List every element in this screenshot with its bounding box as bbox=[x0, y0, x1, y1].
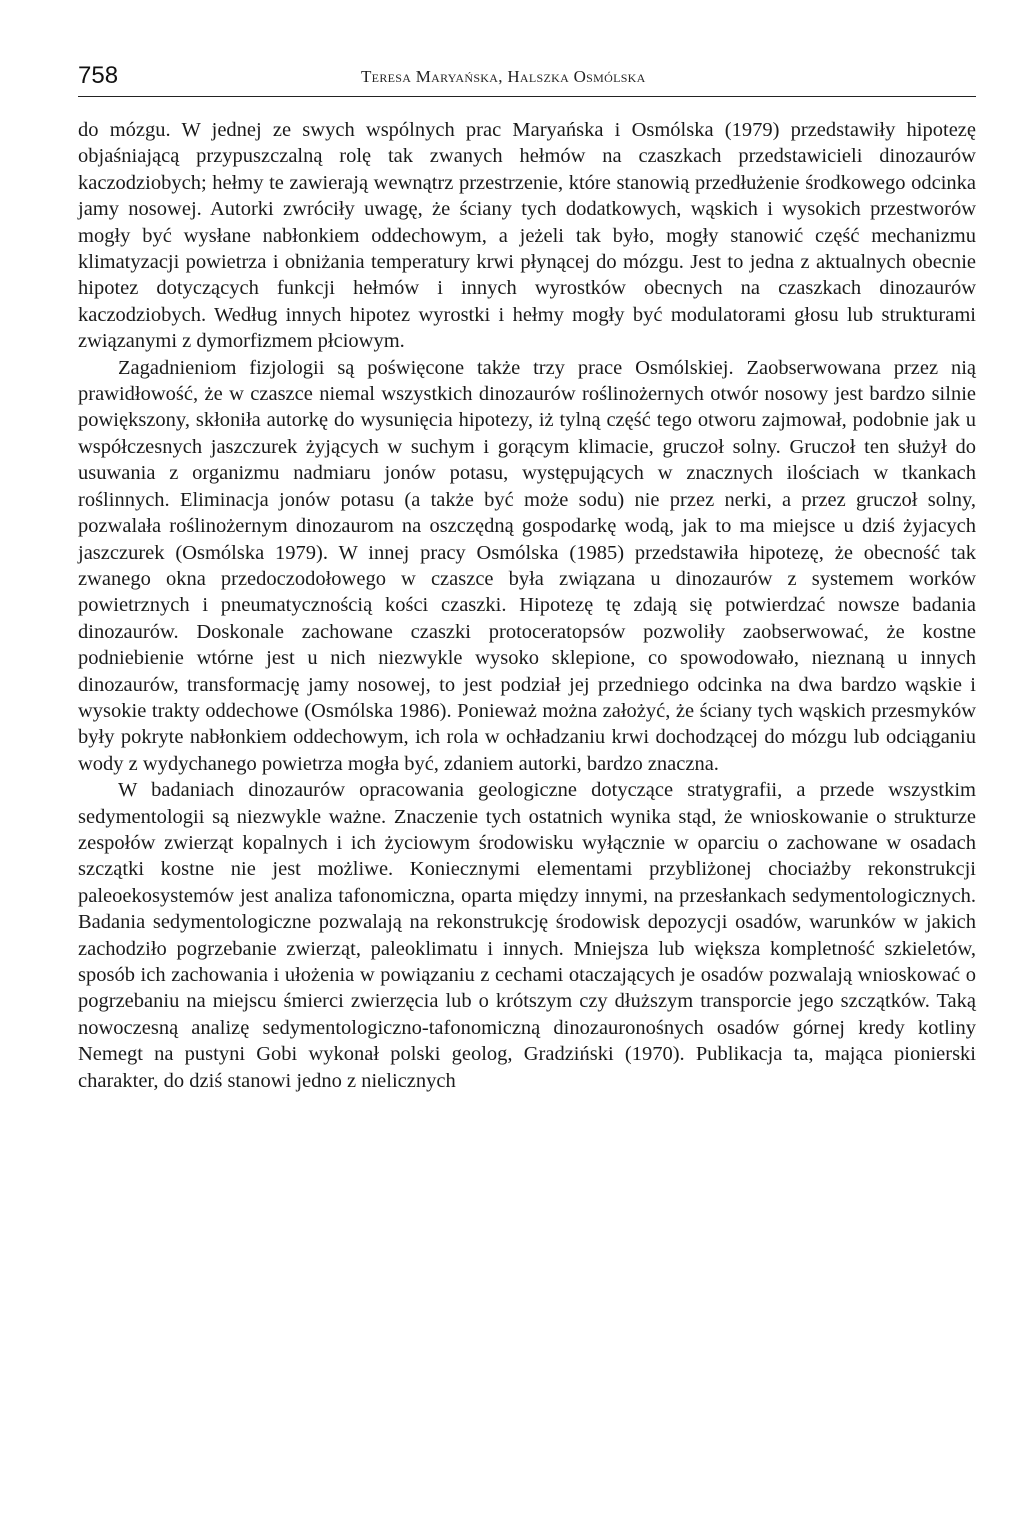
running-head: Teresa Maryańska, Halszka Osmólska bbox=[361, 67, 646, 86]
body-text bbox=[78, 117, 976, 1094]
paragraph: Zagadnieniom fizjologii są poświęcone także trzy prace Osmólskiej. Zaobserwowana przez nią prawidłowość, że w czaszce niemal wszystkich dinozaurów roślinożernych otwór nosowy jest bardzo silnie powiększony, skłoniła autorkę do wysunięcia hipotezy, iż tylną część tego otworu zajmował, podobnie jak u współczesnych jaszczurek żyjących w suchym i gorącym klimacie, gruczoł solny. Gruczoł ten służył do usuwania z organizmu nadmiaru jonów potasu, występujących w znacznych ilościach w tkankach roślinnych. Eliminacja jonów potasu (a także być może sodu) nie przez nerki, a przez gruczoł solny, pozwalała roślinożernym dinozaurom na oszczędną gospodarkę wodą, jak to ma miejsce u dziś żyjacych jaszczurek (Osmólska 1979). W innej pracy Osmólska (1985) przedstawiła hipotezę, że obecność tak zwanego okna przedoczodołowego w czaszce była związana u dinozaurów z systemem worków powietrznych i pneumatycznością kości czaszki. Hipotezę tę zdają się potwierdzać nowsze badania dinozaurów. Doskonale zachowane czaszki protoceratopsów pozwoliły zaobserwować, że kostne podniebienie wtórne jest u nich niezwykle wysoko sklepione, co spowodowało, nieznaną u innych dinozaurów, transformację jamy nosowej, to jest podział jej przedniego odcinka na dwa bardzo wąskie i wysokie trakty oddechowe (Osmólska 1986). Ponieważ można założyć, że ściany tych wąskich przesmyków były pokryte nabłonkiem oddechowym, ich rola w ochładzaniu krwi dochodzącej do mózgu lub odciąganiu wody z wydychanego powietrza mogła być, zdaniem autorki, bardzo znaczna. bbox=[78, 356, 976, 775]
paragraph: do mózgu. W jednej ze swych wspólnych prac Maryańska i Osmólska (1979) przedstawiły hipotezę objaśniającą przypuszczalną rolę tak zwanych hełmów na czaszkach przedstawicieli dinozaurów kaczodziobych; hełmy te zawierają wewnątrz przestrzenie, które stanowią przedłużenie środkowego odcinka jamy nosowej. Autorki zwróciły uwagę, że ściany tych dodatkowych, wąskich i wysokich przestworów mogły być wysłane nabłonkiem oddechowym, a jeżeli tak było, mogły stanowić część mechanizmu klimatyzacji powietrza i obniżania temperatury krwi płynącej do mózgu. Jest to jedna z aktualnych obecnie hipotez dotyczących funkcji hełmów i innych wyrostków obecnych na czaszkach dinozaurów kaczodziobych. Według innych hipotez wyrostki i hełmy mogły być modulatorami głosu lub strukturami związanymi z dymorfizmem płciowym. bbox=[78, 119, 976, 353]
paragraph: W badaniach dinozaurów opracowania geologiczne dotyczące stratygrafii, a przede wszystkim sedymentologii są niezwykle ważne. Znaczenie tych ostatnich wynika stąd, że wnioskowanie o strukturze zespołów zwierząt kopalnych i ich życiowym środowisku wyłącznie w oparciu o zachowane w osadach szczątki kostne nie jest możliwe. Koniecznymi elementami przybliżonej chociażby rekonstrukcji paleoekosystemów jest analiza tafonomiczna, oparta między innymi, na przesłankach sedymentologicznych. Badania sedymentologiczne pozwalają na rekonstrukcję środowisk depozycji osadów, warunków w jakich zachodziło pogrzebanie zwierząt, paleoklimatu i innych. Mniejsza lub większa kompletność szkieletów, sposób ich zachowania i ułożenia w powiązaniu z cechami otaczających je osadów pozwalają wnioskować o pogrzebaniu na miejscu śmierci zwierzęcia lub o krótszym czy dłuższym transporcie jego szczątków. Taką nowoczesną analizę sedymentologiczno-tafonomiczną dinozauronośnych osadów górnej kredy kotliny Nemegt na pustyni Gobi wykonał polski geolog, Gradziński (1970). Publikacja ta, mająca pionierski charakter, do dziś stanowi jedno z nielicznych bbox=[78, 779, 976, 1092]
page-header bbox=[78, 62, 976, 97]
page-number: 758 bbox=[78, 62, 119, 89]
